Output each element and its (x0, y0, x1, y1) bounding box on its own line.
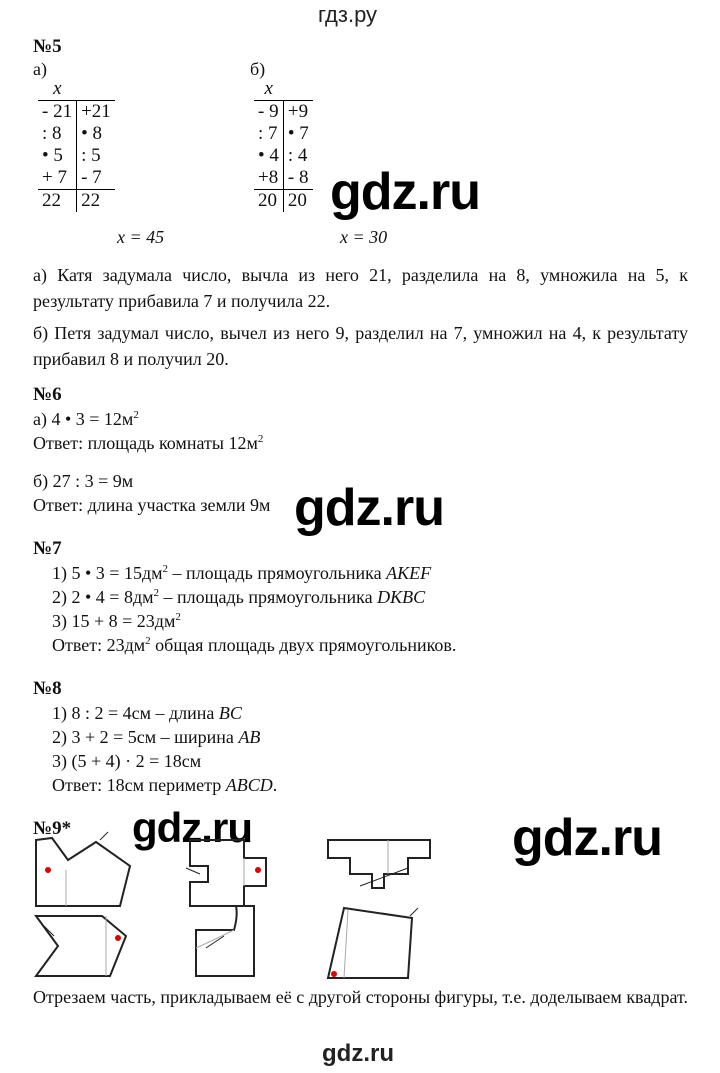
op-cell: : 7 (254, 123, 283, 145)
op-cell: • 5 (38, 145, 77, 167)
op-cell: +9 (283, 101, 312, 124)
op-cell: • 7 (287, 123, 309, 144)
sum-cell: 22 (38, 190, 77, 213)
figure-6 (328, 908, 418, 978)
task8-line-3: 3) (5 + 4) · 2 = 18см (52, 751, 202, 771)
task5-b-table (254, 78, 313, 212)
op-cell: - 9 (254, 101, 283, 124)
task7-line-1: 1) 5 • $3 = 15дм^2$ – площадь прямоугольника AKEF (52, 563, 432, 583)
var-label: x (264, 78, 273, 99)
var-label: x (53, 78, 62, 99)
task7-answer: Ответ: $23дм^2$ общая площадь двух прямоугольников. (52, 635, 457, 655)
task5-text-b: б) Петя задумал число, вычел из него 9, разделил на 7, умножил на 4, к результату прибавил 8 и получил 20. (33, 323, 688, 369)
task6-a-answer: Ответ: площадь комнаты $12м^2$ (33, 433, 264, 453)
task8-line-1: 1) 8 : 2 = 4см – длина BC (52, 703, 242, 723)
sum-cell: 22 (77, 190, 115, 213)
task8-answer: Ответ: 18см периметр ABCD. (52, 775, 278, 795)
op-cell: +8 (254, 167, 283, 190)
task7-number: №7 (33, 538, 62, 559)
op-cell: - 21 (38, 101, 77, 124)
op-cell: : 8 (38, 123, 77, 145)
op-cell: +21 (77, 101, 115, 124)
watermark: gdz.ru (512, 809, 662, 867)
task5-b-result: x = 30 (340, 227, 388, 247)
task9-number: №9* (33, 818, 72, 839)
task9-figures (28, 830, 448, 990)
footer-watermark: gdz.ru (322, 1040, 394, 1067)
figure-5 (196, 906, 254, 976)
task5-text-a: а) Катя задумала число, вычла из него 21, разделила на 8, умножила на 5, к результату прибавила 7 и получила 22. (33, 265, 688, 311)
figure-4 (36, 916, 126, 976)
task6-a-expr: а) 4 • $3 = 12м^2$ (33, 409, 139, 429)
task5-a-result: x = 45 (117, 227, 165, 247)
figure-2 (186, 840, 266, 906)
sum-cell: 20 (254, 190, 283, 213)
op-cell: • 4 (254, 145, 283, 167)
task8-number: №8 (33, 678, 62, 699)
task8-line-2: 2) 3 + 2 = 5см – ширина AB (52, 727, 261, 747)
op-cell: : 4 (287, 145, 308, 166)
watermark: gdz.ru (294, 479, 444, 537)
op-cell: • 8 (81, 123, 102, 144)
sum-cell: 20 (283, 190, 312, 213)
op-cell: : 5 (81, 145, 101, 166)
task5-a-table (38, 78, 115, 212)
op-cell: - 8 (287, 167, 309, 188)
task6-b-expr: б) 27 : 3 = 9м (33, 471, 134, 491)
task7-line-3: 3) $15 + 8 = 23дм^2$ (52, 611, 181, 631)
task7-line-2: 2) 2 • $4 = 8дм^2$ – площадь прямоугольника DKBC (52, 587, 426, 607)
task6-b-answer: Ответ: длина участка земли 9м (33, 495, 271, 515)
op-cell: - 7 (81, 167, 102, 188)
figure-3 (328, 840, 430, 888)
task9-text: Отрезаем часть, прикладываем её с другой стороны фигуры, т.е. доделываем квадрат. (33, 987, 689, 1007)
task6-number: №6 (33, 384, 62, 405)
task5-number: №5 (33, 36, 62, 57)
task5-b-label: б) (250, 59, 266, 79)
task5-a-label: а) (33, 59, 47, 79)
op-cell: + 7 (38, 167, 77, 190)
watermark: gdz.ru (132, 804, 252, 851)
site-header: гдз.ру (318, 2, 378, 27)
figure-1 (36, 832, 130, 906)
watermark: gdz.ru (330, 163, 480, 221)
